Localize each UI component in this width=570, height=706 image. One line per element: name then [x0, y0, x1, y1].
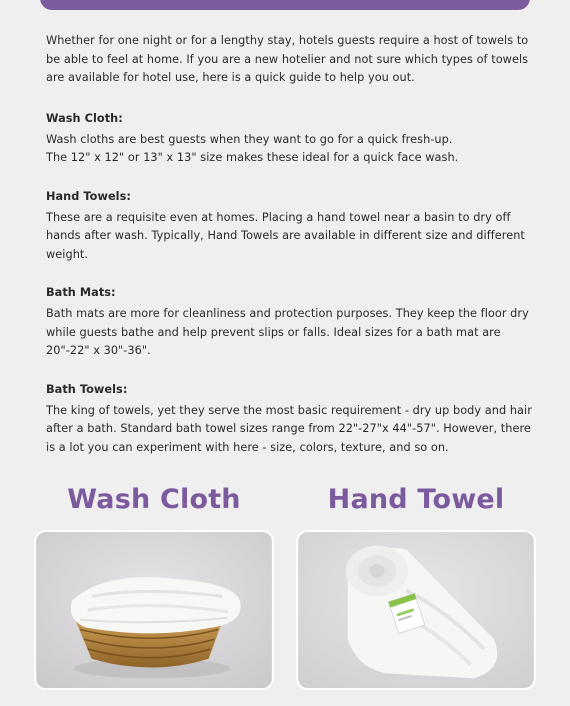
intro-paragraph: Whether for one night or for a lengthy stay, hotels guests require a host of towels to be able to feel at home. If you are a new hotelier and not sure which types of towels are available for hotel use, here is a quick guide to help you out. — [46, 34, 529, 84]
wash-cloth-in-basket-illustration — [36, 532, 272, 688]
wash-cloth-photo — [34, 530, 274, 690]
section-hand-towels — [46, 188, 536, 265]
section-bath-mats — [46, 284, 536, 361]
section-text: The king of towels, yet they serve the most basic requirement - dry up body and hair after a bath. Standard bath towel sizes range from 22"-27"x 44"-57". However, there is a lot you can experiment with here - size, colors, texture, and so on. — [46, 403, 532, 454]
article-body — [46, 32, 536, 477]
section-text: These are a requisite even at homes. Placing a hand towel near a basin to dry off hands after wash. Typically, Hand Towels are available in different size and different weight. — [46, 210, 525, 261]
section-text: Wash cloths are best guests when they want to go for a quick fresh-up. — [46, 132, 453, 146]
wash-cloth-caption: Wash Cloth — [67, 484, 241, 515]
section-text: The 12" x 12" or 13" x 13" size makes these ideal for a quick face wash. — [46, 151, 459, 164]
hand-towel-photo — [296, 530, 536, 690]
hand-towel-caption: Hand Towel — [327, 484, 505, 515]
rolled-hand-towel-illustration — [298, 532, 534, 688]
top-banner — [40, 0, 530, 10]
section-bath-towels — [46, 381, 536, 458]
section-title: Hand Towels: — [46, 189, 131, 203]
section-title: Bath Mats: — [46, 286, 116, 299]
section-wash-cloth — [46, 110, 536, 168]
section-title: Bath Towels: — [46, 382, 128, 396]
section-title: Wash Cloth: — [46, 111, 123, 125]
section-text: Bath mats are more for cleanliness and protection purposes. They keep the floor dry while guests bathe and help prevent slips or falls. Ideal sizes for a bath mat are 20"-22" x 30"-36". — [46, 307, 529, 357]
